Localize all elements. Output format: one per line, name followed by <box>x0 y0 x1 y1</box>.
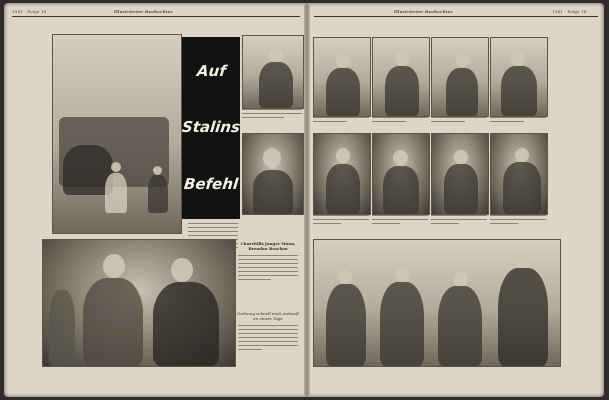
caption-grid-1 <box>313 117 369 125</box>
left-masthead: Illustrierter Beobachter <box>114 9 173 14</box>
photo-handshake <box>42 239 236 367</box>
caption-woman-gesturing <box>242 109 302 121</box>
photo-pilots-group <box>313 239 561 367</box>
middle-article-text <box>238 325 298 353</box>
caption-grid-8 <box>490 215 546 227</box>
caption-grid-6 <box>372 215 428 227</box>
title-word-1: Auf <box>195 61 227 80</box>
photo-grid-2 <box>372 37 430 117</box>
right-header-rule <box>314 16 598 17</box>
photo-grid-4 <box>490 37 548 117</box>
caption-grid-4 <box>490 117 546 125</box>
photo-grid-8 <box>490 133 548 215</box>
bracken-article-text <box>238 255 298 283</box>
magazine-spread <box>4 3 604 397</box>
bracken-headline: Churchills junger Mann, Brendan Bracken <box>240 241 296 251</box>
right-page-number: 1941 · Folge 18 <box>552 9 587 14</box>
photo-grid-6 <box>372 133 430 215</box>
photo-grid-3 <box>431 37 489 117</box>
left-header-rule <box>12 16 300 17</box>
photo-woman-gesturing <box>242 35 304 109</box>
title-word-2: Stalins <box>181 118 241 137</box>
caption-grid-5 <box>313 215 369 227</box>
middle-headline: Ordnung schnell nach Ankunft an einem Tage <box>236 311 300 321</box>
photo-grid-1 <box>313 37 371 117</box>
photo-burned-village <box>52 34 182 234</box>
title-word-3: Befehl <box>183 175 240 194</box>
photo-grid-5 <box>313 133 371 215</box>
article-title-block <box>182 37 240 219</box>
caption-grid-3 <box>431 117 487 125</box>
caption-grid-2 <box>372 117 428 125</box>
caption-grid-7 <box>431 215 487 227</box>
photo-elderly-man <box>242 133 304 215</box>
photo-grid-7 <box>431 133 489 215</box>
page-fold <box>304 3 310 397</box>
left-page-number: 1941 · Folge 18 <box>12 9 47 14</box>
right-masthead: Illustrierter Beobachter <box>394 9 453 14</box>
